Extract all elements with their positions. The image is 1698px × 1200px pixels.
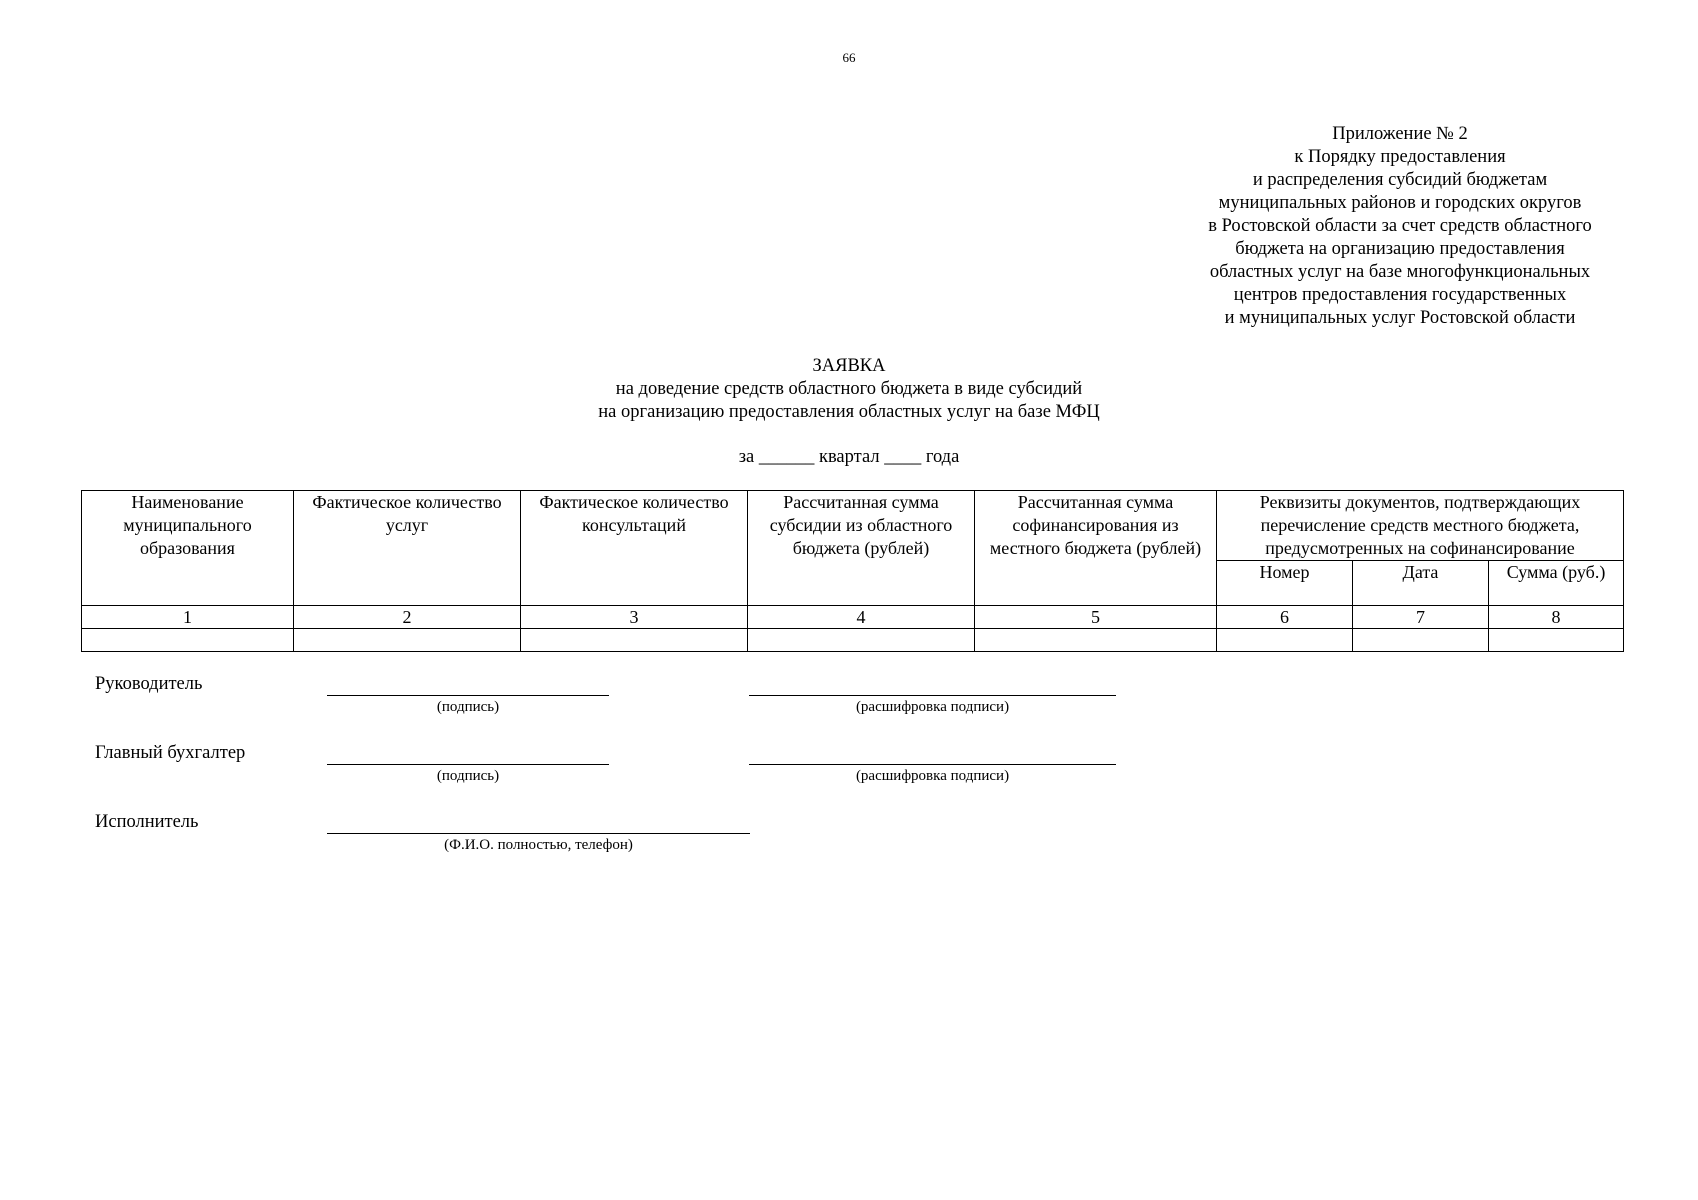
accountant-decode-caption: (расшифровка подписи) <box>855 768 1010 784</box>
appendix-line: в Ростовской области за счет средств областного <box>1208 216 1592 236</box>
column-number-cell: 5 <box>975 606 1217 629</box>
column-number-cell: 2 <box>294 606 521 629</box>
appendix-line: муниципальных районов и городских округов <box>1218 193 1582 213</box>
accountant-signature-line[interactable] <box>327 764 609 765</box>
executor-line[interactable] <box>327 833 750 834</box>
accountant-decode-line[interactable] <box>749 764 1116 765</box>
column-number-cell: 6 <box>1217 606 1353 629</box>
data-cell[interactable] <box>748 629 975 652</box>
head-decode-line[interactable] <box>749 695 1116 696</box>
appendix-line: Приложение № 2 <box>1332 124 1468 144</box>
header-cell-municipality: Наименование муниципального образования <box>82 491 294 606</box>
column-number-cell: 3 <box>521 606 748 629</box>
document-subtitle-line: на организацию предоставления областных услуг на базе МФЦ <box>598 402 1100 422</box>
header-cell-services-count: Фактическое количество услуг <box>294 491 521 606</box>
executor-caption: (Ф.И.О. полностью, телефон) <box>444 837 633 853</box>
appendix-line: и распределения субсидий бюджетам <box>1252 170 1548 190</box>
appendix-line: областных услуг на базе многофункциональных <box>1209 262 1591 282</box>
appendix-block <box>1160 123 1640 330</box>
document-heading <box>0 355 1698 424</box>
data-cell[interactable] <box>975 629 1217 652</box>
document-title: ЗАЯВКА <box>812 356 886 376</box>
appendix-line: к Порядку предоставления <box>1294 147 1506 167</box>
accountant-signature-caption: (подпись) <box>436 768 500 784</box>
column-number-cell: 8 <box>1489 606 1624 629</box>
data-cell[interactable] <box>294 629 521 652</box>
column-number-row <box>82 606 1624 629</box>
column-number-cell: 7 <box>1353 606 1489 629</box>
accountant-label: Главный бухгалтер <box>95 743 246 763</box>
reporting-period: за ______ квартал ____ года <box>738 447 960 467</box>
appendix-line: и муниципальных услуг Ростовской области <box>1224 308 1576 328</box>
data-cell[interactable] <box>1217 629 1353 652</box>
page-number: 66 <box>842 50 856 65</box>
head-label: Руководитель <box>95 674 203 694</box>
subheader-cell-number: Номер <box>1217 561 1353 606</box>
header-cell-regional-subsidy: Рассчитанная сумма субсидии из областного бюджета (рублей) <box>748 491 975 606</box>
appendix-line: бюджета на организацию предоставления <box>1235 239 1565 259</box>
appendix-line: центров предоставления государственных <box>1233 285 1567 305</box>
data-cell[interactable] <box>1489 629 1624 652</box>
data-cell[interactable] <box>521 629 748 652</box>
head-signature-line[interactable] <box>327 695 609 696</box>
executor-label: Исполнитель <box>95 812 199 832</box>
header-cell-consultations-count: Фактическое количество консультаций <box>521 491 748 606</box>
header-cell-document-details: Реквизиты документов, подтверждающих перечисление средств местного бюджета, предусмотренных на софинансирование <box>1217 491 1624 561</box>
head-signature-caption: (подпись) <box>436 699 500 715</box>
header-cell-local-cofinancing: Рассчитанная сумма софинансирования из местного бюджета (рублей) <box>975 491 1217 606</box>
data-cell[interactable] <box>1353 629 1489 652</box>
document-subtitle-line: на доведение средств областного бюджета в виде субсидий <box>615 379 1083 399</box>
data-cell[interactable] <box>82 629 294 652</box>
subheader-cell-sum: Сумма (руб.) <box>1489 561 1624 606</box>
head-decode-caption: (расшифровка подписи) <box>855 699 1010 715</box>
column-number-cell: 1 <box>82 606 294 629</box>
column-number-cell: 4 <box>748 606 975 629</box>
subheader-cell-date: Дата <box>1353 561 1489 606</box>
data-row <box>82 629 1624 652</box>
request-table <box>81 490 1624 652</box>
